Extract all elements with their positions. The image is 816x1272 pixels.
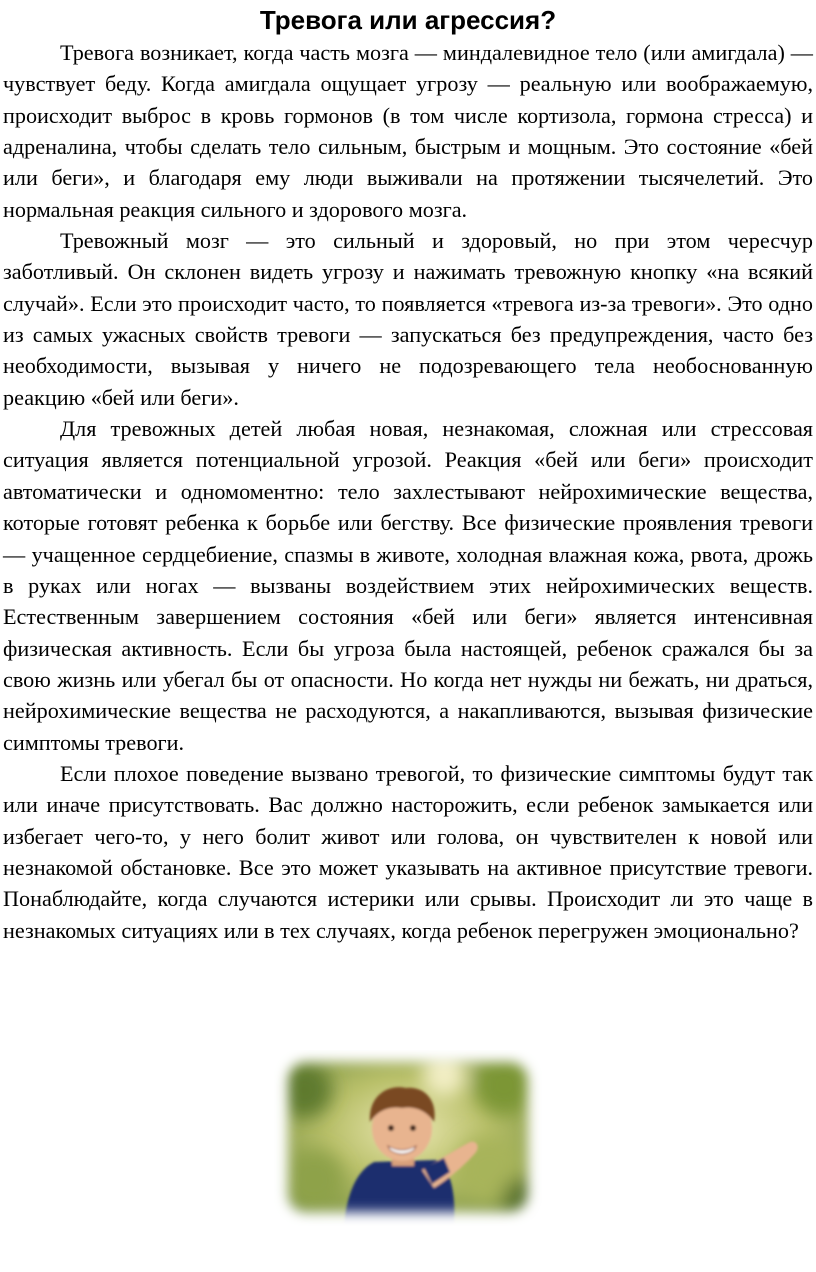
paragraph-1: Тревога возникает, когда часть мозга — миндалевидное тело (или амигдала) — чувствует беду. Когда амигдала ощущает угрозу — реальную или воображаемую, происходит выброс в кровь гормонов (в том числе кортизола, гормона стресса) и адреналина, чтобы сделать тело сильным, быстрым и мощным. Это состояние «бей или беги», и благодаря ему люди выживали на протяжении тысячелетий. Это нормальная реакция сильного и здорового мозга.: [3, 40, 813, 222]
paragraph-2: Тревожный мозг — это сильный и здоровый, но при этом чересчур заботливый. Он склонен видеть угрозу и нажимать тревожную кнопку «на всякий случай». Если это происходит часто, то появляется «тревога из-за тревоги». Это одно из самых ужасных свойств тревоги — запускаться без предупреждения, часто без необходимости, вызывая у ничего не подозревающего тела необоснованную реакцию «бей или беги».: [3, 228, 813, 410]
paragraph-3: Для тревожных детей любая новая, незнакомая, сложная или стрессовая ситуация является потенциальной угрозой. Реакция «бей или беги» происходит автоматически и одномоментно: тело захлестывают нейрохимические вещества, которые готовят ребенка к борьбе или бегству. Все физические проявления тревоги — учащенное сердцебиение, спазмы в животе, холодная влажная кожа, рвота, дрожь в руках или ногах — вызваны воздействием этих нейрохимических веществ. Естественным завершением состояния «бей или беги» является интенсивная физическая активность. Если бы угроза была настоящей, ребенок сражался бы за свою жизнь или убегал бы от опасности. Но когда нет нужды ни бежать, ни драться, нейрохимические вещества не расходуются, а накапливаются, вызывая физические симптомы тревоги.: [3, 416, 813, 755]
child-photo: [274, 1050, 542, 1226]
document-title: Тревога или агрессия?: [259, 5, 557, 35]
paragraph-4: Если плохое поведение вызвано тревогой, то физические симптомы будут так или иначе присутствовать. Вас должно насторожить, если ребенок замыкается или избегает чего-то, у него болит живот или голова, он чувствителен к новой или незнакомой обстановке. Все это может указывать на активное присутствие тревоги. Понаблюдайте, когда случаются истерики или срывы. Происходит ли это чаще в незнакомых ситуациях или в тех случаях, когда ребенок перегружен эмоционально?: [3, 760, 813, 943]
